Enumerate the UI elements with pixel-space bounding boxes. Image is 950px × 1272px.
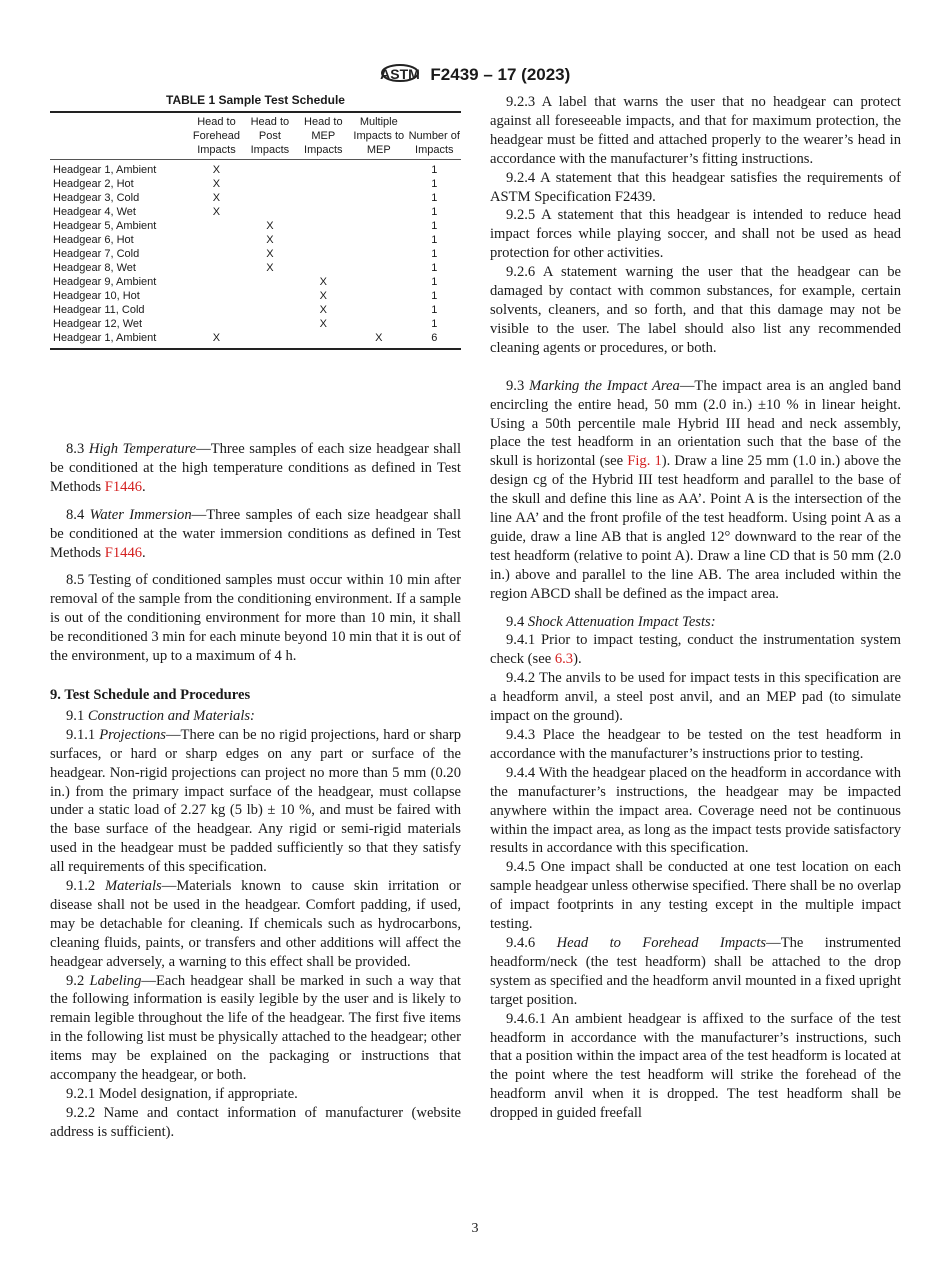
text-run: ). Draw a line 25 mm (1.0 in.) above the design cg of the Hybrid III test headform and parallel to the base of the skull and define this line as AA’. Point A is the intersection of the line AA’ and the front profile of the test headform. Using point A as a guide, draw a line AB that is angled 12° downward to the rear of the test headform (relative to point A). Draw a line CD that is 50 mm (2.0 in.) above and parallel to the line AB. The area included within the region ABCD shall be defined as the impact area. <box>490 453 901 602</box>
row-label: Headgear 4, Wet <box>53 206 136 218</box>
table-cell: X <box>319 290 327 302</box>
table-cell <box>297 219 350 233</box>
table-cell <box>297 233 350 247</box>
table-cell <box>350 233 408 247</box>
table-row <box>50 275 461 289</box>
paragraph <box>50 972 461 1085</box>
table-cell: X <box>212 164 221 176</box>
text-run: 9.2 <box>66 972 90 989</box>
table-cell: X <box>212 206 221 218</box>
table-cell <box>350 261 408 275</box>
text-run: 9.1.2 <box>66 878 105 895</box>
table-cell <box>350 191 408 205</box>
text-run: —The instrumented headform/neck (the test headform) shall be attached to the drop system as specified and the headform anvil mounted in a fixed upright target position. <box>490 934 901 1008</box>
reference-link[interactable]: 6.3 <box>554 651 574 668</box>
table-cell: 1 <box>431 304 438 316</box>
table-cell: 1 <box>431 318 438 330</box>
paragraph <box>50 440 461 497</box>
text-run: 9.4.6 <box>506 934 557 951</box>
text-run: —Three samples of each size headgear shall be conditioned at the high temperature conditions as defined in Test Methods <box>50 441 461 495</box>
table-cell: 1 <box>431 206 438 218</box>
paragraph <box>490 669 901 726</box>
table-row <box>50 317 461 331</box>
table-cell <box>350 289 408 303</box>
table-cell: X <box>266 262 274 274</box>
designation: F2439 – 17 (2023) <box>430 64 571 84</box>
table-cell <box>243 177 296 191</box>
paragraph <box>50 571 461 666</box>
text-run: 9.4.5 One impact shall be conducted at one test location on each sample headgear unless otherwise specified. There shall be no overlap of impact footprints in any testing except in the multiple impact testing. <box>490 859 901 933</box>
table-cell: X <box>212 192 221 204</box>
text-run: 9.3 <box>506 377 530 394</box>
text-run: 9.4.1 Prior to impact testing, conduct the instrumentation system check (see <box>490 632 901 668</box>
table-cell <box>350 160 408 178</box>
table-cell: 1 <box>431 234 438 246</box>
italic-term: High Temperature <box>88 441 197 457</box>
table-cell <box>350 247 408 261</box>
text-run: 8.4 <box>66 506 90 523</box>
table-row <box>50 331 461 349</box>
row-label: Headgear 10, Hot <box>53 290 140 302</box>
table-row <box>50 160 461 178</box>
table-cell <box>297 205 350 219</box>
row-label: Headgear 6, Hot <box>53 234 134 246</box>
table-row <box>50 289 461 303</box>
table-cell: 1 <box>431 164 438 176</box>
table-cell <box>297 247 350 261</box>
table-cell: 1 <box>431 248 438 260</box>
table-cell <box>350 317 408 331</box>
table-row <box>50 233 461 247</box>
table-cell <box>297 177 350 191</box>
paragraph <box>490 631 901 669</box>
table-cell: 1 <box>431 178 438 190</box>
row-label: Headgear 9, Ambient <box>53 276 157 288</box>
text-run: . <box>142 478 146 495</box>
text-run: 9.4 <box>506 613 528 630</box>
text-run: 9.4.3 Place the headgear to be tested on the test headform in accordance with the manufacturer’s instructions prior to testing. <box>490 727 901 762</box>
text-run: 9.2.6 A statement warning the user that the headgear can be damaged by contact with common substances, for example, certain solvents, cleaners, and so forth, and that this damage may not be visible to the user. The label should also list any recommended cleaning agents or procedures, or both. <box>490 264 901 356</box>
paragraph <box>490 206 901 263</box>
text-run: 9.4.2 The anvils to be used for impact tests in this specification are a headform anvil, a steel post anvil, and an MEP pad (to simulate impact on the ground). <box>490 670 901 725</box>
table-cell <box>350 205 408 219</box>
italic-term: Water Immersion <box>89 506 192 523</box>
table-cell <box>350 275 408 289</box>
right-column <box>490 93 901 1123</box>
reference-link[interactable]: F1446 <box>104 544 143 561</box>
left-column <box>50 440 461 1142</box>
table-title: TABLE 1 Sample Test Schedule <box>166 93 345 107</box>
row-label: Headgear 3, Cold <box>53 192 140 204</box>
table-cell <box>243 275 296 289</box>
row-label: Headgear 1, Ambient <box>53 164 157 176</box>
italic-term: Shock Attenuation Impact Tests: <box>527 613 716 630</box>
italic-term: Materials <box>104 878 162 895</box>
column-header <box>50 112 190 160</box>
row-label: Headgear 1, Ambient <box>53 332 157 344</box>
italic-term: Construction and Materials: <box>87 707 255 724</box>
table-cell: 1 <box>431 290 438 302</box>
paragraph <box>490 169 901 207</box>
text-run: ). <box>573 651 582 668</box>
table-cell <box>243 191 296 205</box>
table-cell <box>190 317 243 331</box>
table-row <box>50 261 461 275</box>
text-run: 9. Test Schedule and Procedures <box>50 686 251 703</box>
table-cell: X <box>266 220 274 232</box>
table-cell: X <box>212 332 221 344</box>
table-cell <box>243 303 296 317</box>
paragraph <box>490 263 901 358</box>
text-run: 9.4.4 With the headgear placed on the headform in accordance with the manufacturer’s instructions, the headgear may be impacted anywhere within the impact area. Coverage need not be continuous within the impact area, as long as the impact tests provide satisfactory results in accordance with this specification. <box>490 764 901 857</box>
text-run: 8.5 Testing of conditioned samples must occur within 10 min after removal of the sample from the conditioning environment. If a sample is out of the conditioning environment for more than 10 min, it shall be reconditioned 3 min for each minute beyond 10 min that it is out of the environment, up to a maximum of 4 h. <box>50 572 461 665</box>
table-cell <box>190 233 243 247</box>
table-cell <box>297 191 350 205</box>
table-row <box>50 205 461 219</box>
sample-test-schedule-table <box>50 93 461 350</box>
text-run: . <box>142 544 146 561</box>
text-run: 9.2.5 A statement that this headgear is intended to reduce head impact forces while playing soccer, and shall not be used as head protection for other activities. <box>490 207 901 262</box>
table-cell: 6 <box>431 332 438 344</box>
table-cell <box>243 160 296 178</box>
table-cell: X <box>319 304 327 316</box>
text-run: 9.1.1 <box>66 726 100 743</box>
table-cell <box>243 289 296 303</box>
table-cell: 1 <box>431 262 438 274</box>
section-heading <box>50 686 461 705</box>
italic-term: Projections <box>99 726 166 743</box>
text-run: —Three samples of each size headgear shall be conditioned at the water immersion conditions as defined in Test Methods <box>50 506 461 561</box>
row-label: Headgear 8, Wet <box>53 262 136 274</box>
column-header: Head to MEP Impacts <box>297 112 350 160</box>
paragraph <box>50 506 461 563</box>
italic-term: Marking the Impact Area <box>529 377 680 394</box>
paragraph <box>50 877 461 972</box>
table-cell <box>297 331 350 349</box>
table-cell: X <box>266 248 274 260</box>
table-cell <box>190 219 243 233</box>
page-number: 3 <box>471 1221 479 1236</box>
table-cell <box>350 219 408 233</box>
row-label: Headgear 12, Wet <box>53 318 143 330</box>
paragraph <box>50 707 461 726</box>
table-cell: X <box>212 178 221 190</box>
paragraph <box>50 1085 461 1104</box>
table-cell <box>350 303 408 317</box>
text-run: —Each headgear shall be marked in such a way that the following information is easily legible by the user and is likely to remain legible throughout the life of the headgear. The first five items in the following list must be physically attached to the headgear; other items may be explained on the packaging or instructions that accompany the headgear, or both. <box>50 972 461 1084</box>
text-run: 9.2.1 Model designation, if appropriate. <box>66 1086 298 1102</box>
paragraph <box>490 1010 901 1123</box>
paragraph <box>490 93 901 169</box>
paragraph <box>490 377 901 604</box>
column-header: Head to Forehead Impacts <box>190 112 243 160</box>
row-label: Headgear 11, Cold <box>53 304 145 316</box>
row-label: Headgear 2, Hot <box>53 178 134 190</box>
text-run: —There can be no rigid projections, hard or sharp surfaces, or hard or sharp edges on any part or surface of the headgear. Non-rigid projections can project no more than 5 mm (0.20 in.) from the primary impact surface of the headgear, must collapse under a static load of 2.27 kg (5 lb) ± 10 %, and must be faired with the base surface of the headgear. Any rigid or semi-rigid materials used in the headgear must be padded sufficiently so that they satisfy all requirements of this specification. <box>50 726 461 876</box>
table-cell <box>243 317 296 331</box>
table-row <box>50 191 461 205</box>
table-cell <box>350 177 408 191</box>
column-header: Multiple Impacts to MEP <box>350 112 408 160</box>
italic-term: Labeling <box>89 972 142 989</box>
table-cell <box>297 261 350 275</box>
table-cell: 1 <box>431 192 438 204</box>
italic-term: Head to Forehead Impacts <box>556 934 767 951</box>
astm-logo <box>380 58 420 93</box>
table-cell <box>243 205 296 219</box>
table-cell <box>243 331 296 349</box>
table-cell: 1 <box>431 276 438 288</box>
table-cell <box>190 303 243 317</box>
text-run: 9.4.6.1 An ambient headgear is affixed to the surface of the test headform in accordance with the manufacturer’s instructions, such that a position within the impact area of the test headform is located at the point where the test headform will strike the forehead of the headform anvil when it is dropped. The test headform shall be dropped in guided freefall <box>490 1010 901 1122</box>
paragraph <box>490 764 901 859</box>
table-row <box>50 303 461 317</box>
text-run: 9.2.4 A statement that this headgear satisfies the requirements of ASTM Specification F2439. <box>490 169 901 205</box>
table-cell <box>297 160 350 178</box>
svg-text:ASTM: ASTM <box>379 66 420 82</box>
table-row <box>50 247 461 261</box>
table-cell <box>190 247 243 261</box>
paragraph <box>50 1104 461 1142</box>
paragraph <box>490 613 901 632</box>
row-label: Headgear 5, Ambient <box>53 220 157 232</box>
table-cell <box>190 289 243 303</box>
table-cell: X <box>319 318 327 330</box>
paragraph <box>50 726 461 877</box>
paragraph <box>490 726 901 764</box>
table-cell: 1 <box>431 220 438 232</box>
text-run: 8.3 <box>66 441 89 457</box>
table-cell: X <box>375 332 383 344</box>
reference-link[interactable]: Fig. 1 <box>627 453 662 470</box>
column-header: Head to Post Impacts <box>243 112 296 160</box>
table-cell: X <box>319 276 327 288</box>
table-row <box>50 177 461 191</box>
text-run: 9.1 <box>66 707 88 724</box>
text-run: —The impact area is an angled band encircling the entire head, 50 mm (2.0 in.) ±10 % in linear height. Using a 50th percentile male Hybrid III head and neck assembly, place the test headform in an orientation such that the base of the skull is horizontal (see <box>490 377 901 470</box>
table-cell <box>190 261 243 275</box>
row-label: Headgear 7, Cold <box>53 248 140 260</box>
table-cell: X <box>266 234 274 246</box>
table-row <box>50 219 461 233</box>
column-header: Number of Impacts <box>408 112 461 160</box>
page-header <box>0 58 950 93</box>
text-run: 9.2.3 A label that warns the user that no headgear can protect against all foreseeable impacts, and that for maximum protection, the headgear must be fitted and attached properly to the wearer’s head in accordance with the manufacturer’s fitting instructions. <box>490 94 901 167</box>
paragraph <box>490 934 901 1010</box>
reference-link[interactable]: F1446 <box>104 478 143 495</box>
table-cell <box>190 275 243 289</box>
text-run: 9.2.2 Name and contact information of manufacturer (website address is sufficient). <box>50 1104 461 1140</box>
paragraph <box>490 858 901 934</box>
text-run: —Materials known to cause skin irritation or disease shall not be used in the headgear. Comfort padding, if used, may be detachable for cleaning. If chemicals such as hydrocarbons, cleaning fluids, paints, or transfers and other additions will affect the headgear adversely, a warning to this effect shall be provided. <box>50 878 461 970</box>
